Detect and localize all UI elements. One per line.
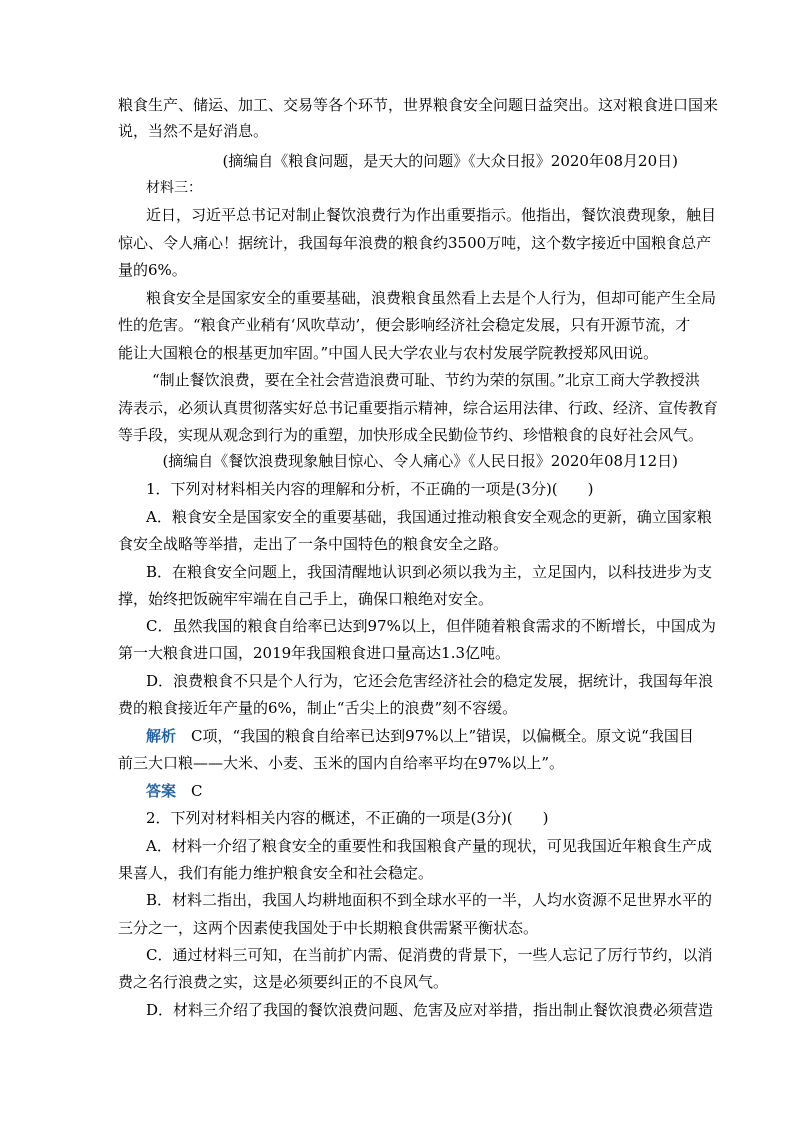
- question-1: 1．下列对材料相关内容的理解和分析，不正确的一项是(3分)( ): [146, 480, 594, 498]
- source-citation: (摘编自《餐饮浪费现象触目惊心、令人痛心》《人民日报》2020年08月12日): [162, 452, 678, 470]
- paragraph-line: 性的危害。“粮食产业稍有‘风吹草动’，便会影响经济社会稳定发展，只有开源节流，才: [118, 316, 691, 334]
- analysis: [146, 726, 694, 746]
- option-d: D．材料三介绍了我国的餐饮浪费问题、危害及应对举措，指出制止餐饮浪费必须营造: [146, 1001, 714, 1019]
- paragraph-line: 近日，习近平总书记对制止餐饮浪费行为作出重要指示。他指出，餐饮浪费现象，触目: [146, 206, 717, 224]
- option-d: D．浪费粮食不只是个人行为，它还会危害经济社会的稳定发展，据统计，我国每年浪: [146, 672, 714, 690]
- analysis-cont: 前三大口粮——大米、小麦、玉米的国内自给率平均在97%以上”。: [118, 754, 565, 772]
- paragraph-line: “制止餐饮浪费，要在全社会营造浪费可耻、节约为荣的氛围。”北京工商大学教授洪: [152, 371, 700, 389]
- option-a: A．材料一介绍了粮食安全的重要性和我国粮食产量的现状，可见我国近年粮食生产成: [146, 837, 712, 855]
- option-b: B．材料二指出，我国人均耕地面积不到全球水平的一半，人均水资源不足世界水平的: [146, 891, 713, 909]
- answer-label: 答案: [146, 782, 177, 800]
- answer: [146, 781, 678, 801]
- option-c: C．虽然我国的粮食自给率已达到97%以上，但伴随着粮食需求的不断增长，中国成为: [146, 617, 716, 635]
- option-d-cont: 费的粮食接近年产量的6%，制止“舌尖上的浪费”刻不容缓。: [118, 699, 518, 717]
- section-heading: 材料三：: [146, 180, 202, 196]
- option-a: A．粮食安全是国家安全的重要基础，我国通过推动粮食安全观念的更新，确立国家粮: [146, 508, 712, 526]
- analysis-label: 解析: [146, 727, 177, 745]
- paragraph-line: 涛表示，必须认真贯彻落实好总书记重要指示精神，综合运用法律、行政、经济、宣传教育: [118, 399, 719, 417]
- paragraph-line: 粮食生产、储运、加工、交易等各个环节，世界粮食安全问题日益突出。这对粮食进口国来: [118, 96, 719, 114]
- paragraph-line: 说，当然不是好消息。: [118, 122, 269, 140]
- paragraph-line: 粮食安全是国家安全的重要基础，浪费粮食虽然看上去是个人行为，但却可能产生全局: [146, 289, 717, 307]
- analysis-text: C项，“我国的粮食自给率已达到97%以上”错误，以偏概全。原文说“我国目: [176, 727, 694, 745]
- option-c-cont: 第一大粮食进口国，2019年我国粮食进口量高达1.3亿吨。: [118, 644, 511, 662]
- source-citation: (摘编自《粮食问题，是天大的问题》《大众日报》2020年08月20日): [222, 152, 678, 170]
- paragraph-line: 量的6%。: [118, 261, 187, 279]
- option-b-cont: 撑，始终把饭碗牢牢端在自己手上，确保口粮绝对安全。: [118, 590, 494, 608]
- question-2: 2．下列对材料相关内容的概述，不正确的一项是(3分)( ): [146, 809, 549, 827]
- paragraph-line: 惊心、令人痛心！据统计，我国每年浪费的粮食约3500万吨，这个数字接近中国粮食总产: [118, 234, 712, 252]
- paragraph-line: 能让大国粮仓的根基更加牢固。”中国人民大学农业与农村发展学院教授郑风田说。: [118, 344, 659, 362]
- option-a-cont: 食安全战略等举措，走出了一条中国特色的粮食安全之路。: [118, 535, 509, 553]
- option-c-cont: 费之名行浪费之实，这是必须要纠正的不良风气。: [118, 973, 449, 991]
- paragraph-line: 等手段，实现从观念到行为的重塑，加快形成全民勤俭节约、珍惜粮食的良好社会风气。: [118, 426, 704, 444]
- option-c: C．通过材料三可知，在当前扩内需、促消费的背景下，一些人忘记了厉行节约，以消: [146, 946, 713, 964]
- option-b: B．在粮食安全问题上，我国清醒地认识到必须以我为主，立足国内，以科技进步为支: [146, 563, 713, 581]
- option-b-cont: 三分之一，这两个因素使我国处于中长期粮食供需紧平衡状态。: [118, 919, 539, 937]
- answer-text: C: [176, 782, 203, 800]
- option-a-cont: 果喜人，我们有能力维护粮食安全和社会稳定。: [118, 864, 434, 882]
